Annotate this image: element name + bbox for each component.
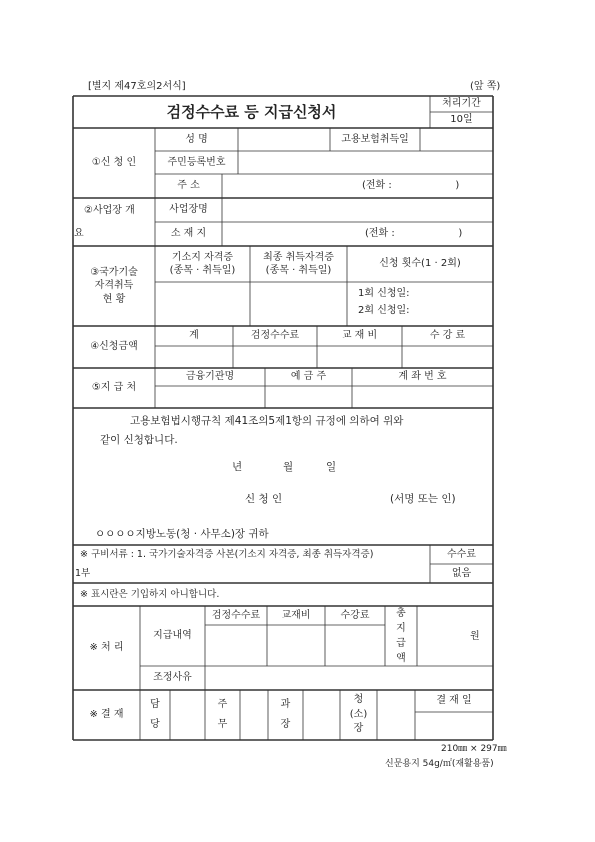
processing-period-label: 처리기간 — [442, 98, 481, 110]
rrn-field[interactable] — [238, 151, 493, 174]
final-cert-header: 최종 취득자격증 (종목 · 취득일) — [263, 251, 334, 276]
name-label: 성 명 — [185, 133, 208, 145]
signature-note: (서명 또는 인) — [390, 493, 456, 505]
paper-size: 210㎜ × 297㎜ — [441, 744, 507, 754]
addressee: ㅇㅇㅇㅇ지방노동(청 · 사무소)장 귀하 — [95, 528, 269, 540]
payee-section-label: ⑤지 급 처 — [91, 382, 137, 394]
amount-section-label: ④신청금액 — [90, 341, 138, 353]
form-reference: [별지 제47호의2서식] — [88, 81, 186, 92]
qualification-section-label: ③국가기술 자격취득 현 황 — [90, 266, 138, 305]
paper-spec: 신문용지 54g/㎡(재활용품) — [385, 759, 494, 769]
payment-details-label: 지급내역 — [153, 630, 192, 642]
total-payment-label: 총 지 급 액 — [396, 608, 406, 664]
address-label: 주 소 — [177, 180, 200, 192]
rrn-label: 주민등록번호 — [167, 156, 226, 168]
applicant-section-label: ①신 청 인 — [91, 157, 137, 169]
workplace-location-label: 소 재 지 — [170, 228, 207, 240]
first-application-date[interactable]: 1회 신청일: — [358, 288, 410, 299]
processing-period-value: 10일 — [450, 114, 473, 126]
processing-tuition-header: 수강료 — [340, 609, 370, 621]
application-count-header: 신청 횟수(1 · 2회) — [379, 258, 461, 270]
required-documents-count: 1부 — [75, 568, 91, 579]
workplace-name-label: 사업장명 — [169, 204, 208, 216]
bank-name-header: 금융기관명 — [185, 371, 235, 383]
approval-chief-label: 주 무 — [217, 699, 228, 730]
date-month: 월 — [283, 461, 294, 473]
approval-director-label: 청 (소) 장 — [349, 694, 368, 735]
previous-cert-header: 기소지 자격증 (종목 · 취득일) — [169, 251, 236, 276]
approval-section-label: ※ 결 재 — [89, 709, 124, 721]
processing-exam-fee-header: 검정수수료 — [211, 609, 261, 621]
currency-won: 원 — [470, 631, 480, 642]
adjustment-reason-label: 조정사유 — [153, 672, 192, 684]
statement-line-2: 같이 신청합니다. — [100, 434, 178, 446]
depositor-header: 예 금 주 — [290, 371, 327, 383]
workplace-section-label: ②사업장 개 — [84, 205, 135, 216]
approval-date-label: 결 재 일 — [436, 695, 472, 707]
account-number-header: 계 좌 번 호 — [398, 371, 447, 383]
date-day: 일 — [326, 461, 337, 473]
fee-label: 수수료 — [447, 548, 476, 560]
date-year: 년 — [232, 461, 243, 473]
approval-staff-label: 담 당 — [150, 699, 160, 730]
applicant-phone[interactable]: (전화 : ) — [362, 180, 460, 192]
required-documents: ※ 구비서류 : 1. 국가기술자격증 사본(기소지 자격증, 최종 취득자격증) — [80, 549, 374, 560]
workplace-section-label-cont: 요 — [74, 228, 84, 239]
second-application-date[interactable]: 2회 신청일: — [358, 305, 410, 316]
signature-applicant-label: 신 청 인 — [245, 493, 283, 505]
office-use-note: ※ 표시란은 기입하지 아니합니다. — [80, 589, 220, 600]
amount-exam-fee-header: 검정수수료 — [250, 330, 300, 342]
page-side-label: (앞 쪽) — [470, 81, 501, 92]
statement-line-1: 고용보험법시행규칙 제41조의5제1항의 규정에 의하여 위와 — [130, 415, 404, 427]
insurance-date-label: 고용보험취득일 — [341, 133, 409, 145]
fee-value: 없음 — [451, 567, 472, 579]
workplace-phone[interactable]: (전화 : ) — [365, 228, 463, 240]
amount-tuition-header: 수 강 료 — [429, 330, 466, 342]
processing-section-label: ※ 처 리 — [89, 642, 124, 654]
approval-head-label: 과 장 — [280, 699, 291, 730]
insurance-date-field[interactable] — [420, 128, 493, 151]
amount-material-header: 교 재 비 — [341, 330, 378, 342]
form-title: 검정수수료 등 지급신청서 — [166, 102, 337, 121]
processing-material-header: 교재비 — [281, 609, 311, 621]
workplace-name-field[interactable] — [222, 198, 493, 222]
amount-total-header: 계 — [189, 330, 199, 342]
name-field[interactable] — [238, 128, 330, 151]
